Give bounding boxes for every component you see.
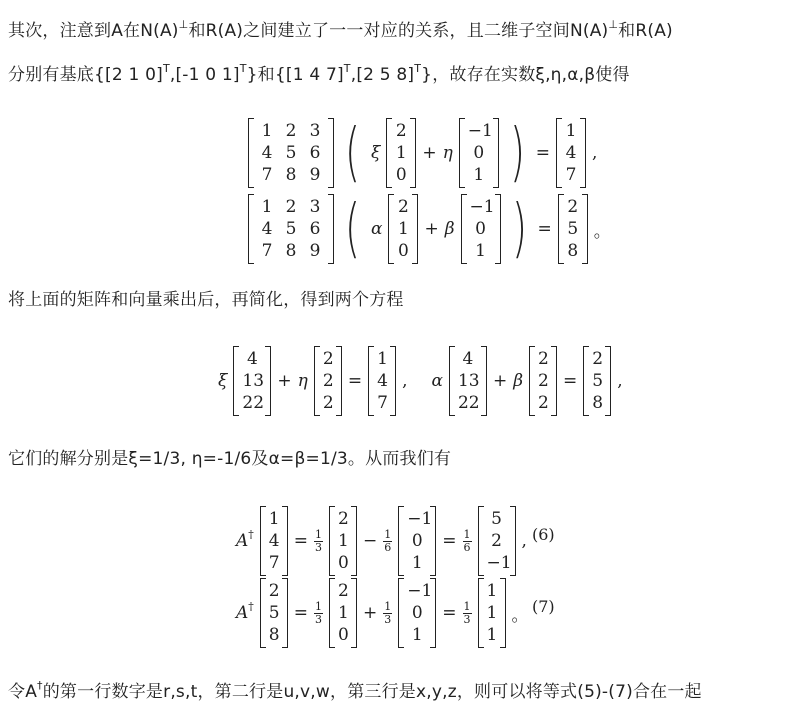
cell: 0	[411, 531, 423, 551]
dagger-symbol: †	[37, 679, 43, 692]
cell: 2	[322, 371, 334, 391]
fraction	[463, 601, 472, 626]
vector	[398, 506, 436, 576]
cell: 2	[285, 121, 297, 141]
cell: 0	[338, 625, 349, 645]
cell: 7	[261, 165, 273, 185]
vector	[260, 578, 288, 648]
a-symbol: A	[236, 531, 249, 551]
xi-symbol: ξ	[370, 143, 381, 163]
equation-number-7: (7)	[532, 597, 555, 616]
cell: 5	[268, 603, 280, 623]
beta-symbol: β	[513, 371, 524, 391]
eta-symbol: η	[442, 143, 453, 163]
equals-sign: =	[347, 371, 363, 391]
plus-sign: +	[424, 219, 439, 239]
cell: −1	[467, 121, 493, 141]
plus-sign: +	[277, 371, 292, 391]
cell: 4	[246, 349, 258, 369]
cell: 2	[567, 197, 579, 217]
comma: ,	[521, 531, 527, 551]
cell: 2	[538, 393, 549, 413]
cell: 2	[268, 581, 280, 601]
perp-symbol: ⊥	[608, 18, 619, 31]
text-seg: 其次，注意到A在N(A)	[8, 21, 179, 41]
fraction	[463, 529, 472, 554]
cell: 8	[285, 241, 297, 261]
fraction	[383, 601, 392, 626]
cell: 2	[538, 349, 549, 369]
cell: 2	[322, 349, 334, 369]
cell: 5	[567, 219, 579, 239]
xi-symbol: ξ	[218, 371, 228, 391]
cell: 0	[411, 603, 423, 623]
cell: 2	[338, 581, 349, 601]
numerator: 1	[315, 599, 323, 613]
equation-simplified	[218, 346, 623, 416]
cell: 8	[592, 393, 604, 413]
cell: 4	[377, 371, 388, 391]
comma: ,	[617, 371, 623, 391]
fraction	[314, 529, 323, 554]
cell: 7	[261, 241, 273, 261]
cell: 13	[457, 371, 480, 391]
vector	[368, 346, 396, 416]
text-seg: ,[2 5 8]	[350, 65, 415, 85]
comma: ,	[402, 371, 408, 391]
paragraph-3: 它们的解分别是ξ=1/3, η=-1/6及α=β=1/3。从而我们有	[8, 449, 452, 469]
vector	[449, 346, 487, 416]
cell: 1	[486, 603, 498, 623]
text-seg: 令A	[8, 682, 38, 702]
vector	[583, 346, 611, 416]
fraction	[314, 601, 323, 626]
cell: 1	[486, 625, 498, 645]
cell: 5	[491, 509, 502, 529]
equals-sign: =	[293, 603, 309, 623]
cell: 9	[309, 241, 321, 261]
cell: 2	[538, 371, 549, 391]
cell: 1	[565, 121, 577, 141]
paragraph-1-line-1	[8, 19, 673, 45]
cell: 2	[395, 121, 407, 141]
denominator: 3	[384, 612, 392, 626]
cell: 8	[268, 625, 280, 645]
denominator: 3	[315, 612, 323, 626]
plus-sign: +	[422, 143, 437, 163]
numerator: 1	[463, 599, 471, 613]
numerator: 1	[384, 527, 392, 541]
cell: 6	[309, 219, 321, 239]
cell: 7	[268, 553, 280, 573]
vector	[478, 506, 516, 576]
vector	[386, 118, 416, 188]
vector	[556, 118, 586, 188]
vector	[478, 578, 506, 648]
cell: 22	[457, 393, 480, 413]
vector	[388, 194, 418, 264]
cell: 0	[338, 553, 349, 573]
cell: 6	[309, 143, 321, 163]
cell: 5	[285, 219, 297, 239]
numerator: 1	[315, 527, 323, 541]
cell: 0	[395, 165, 407, 185]
cell: 22	[242, 393, 265, 413]
equals-sign: =	[537, 219, 552, 239]
right-paren: )	[509, 116, 525, 190]
dagger-symbol: †	[248, 600, 254, 613]
text-seg: 的第一行数字是r,s,t，第二行是u,v,w，第三行是x,y,z，则可以将等式(5)-(7)合在一起	[42, 682, 702, 702]
cell: 1	[475, 241, 486, 261]
text-seg: 分别有基底{[2 1 0]	[8, 65, 163, 85]
alpha-symbol: α	[431, 371, 443, 391]
alpha-symbol: α	[370, 219, 383, 239]
equals-sign: =	[535, 143, 550, 163]
cell: −1	[407, 581, 433, 601]
cell: 4	[565, 143, 577, 163]
comma: ,	[592, 143, 598, 163]
a-symbol: A	[236, 603, 249, 623]
cell: 1	[377, 349, 388, 369]
text-seg: }和{[1 4 7]	[246, 65, 344, 85]
vector	[329, 506, 357, 576]
a-dagger	[236, 600, 254, 623]
left-paren: (	[344, 192, 360, 266]
cell: 1	[261, 197, 273, 217]
matrix-A	[248, 194, 334, 264]
numerator: 1	[463, 527, 471, 541]
cell: 1	[395, 143, 407, 163]
cell: 2	[285, 197, 297, 217]
vector	[260, 506, 288, 576]
cell: 2	[592, 349, 604, 369]
cell: 1	[268, 509, 280, 529]
cell: 4	[261, 219, 273, 239]
cell: 2	[338, 509, 349, 529]
equals-sign: =	[442, 603, 457, 623]
cell: 1	[261, 121, 273, 141]
paragraph-2: 将上面的矩阵和向量乘出后，再简化，得到两个方程	[8, 290, 404, 310]
vector	[314, 346, 342, 416]
text-seg: ,[-1 0 1]	[169, 65, 240, 85]
transpose-symbol: T	[414, 62, 422, 75]
vector	[233, 346, 271, 416]
fraction	[383, 529, 392, 554]
cell: −1	[407, 509, 433, 529]
cell: −1	[469, 197, 495, 217]
cell: 7	[377, 393, 388, 413]
cell: 1	[411, 553, 423, 573]
text-seg: }，故存在实数ξ,η,α,β使得	[421, 65, 630, 85]
denominator: 6	[384, 540, 392, 554]
paragraph-1-line-2	[8, 63, 630, 89]
cell: 4	[462, 349, 474, 369]
vector	[398, 578, 436, 648]
equation-number-6: (6)	[532, 525, 555, 544]
cell: 3	[309, 197, 321, 217]
cell: 1	[398, 219, 409, 239]
cell: 4	[268, 531, 280, 551]
eta-symbol: η	[297, 371, 308, 391]
vector	[461, 194, 501, 264]
cell: 2	[398, 197, 409, 217]
numerator: 1	[384, 599, 392, 613]
text-seg: 和R(A)之间建立了一一对应的关系，且二维子空间N(A)	[188, 21, 609, 41]
denominator: 3	[315, 540, 323, 554]
left-paren: (	[344, 116, 360, 190]
right-paren: )	[511, 192, 527, 266]
paragraph-4	[8, 680, 702, 706]
a-dagger	[236, 528, 254, 551]
plus-sign: +	[363, 603, 378, 623]
beta-symbol: β	[444, 219, 455, 239]
equals-sign: =	[442, 531, 457, 551]
cell: 1	[338, 531, 349, 551]
cell: 13	[242, 371, 265, 391]
vector	[329, 578, 357, 648]
equation-7	[236, 578, 529, 648]
plus-sign: +	[492, 371, 508, 391]
cell: −1	[486, 553, 512, 573]
cell: 0	[473, 143, 485, 163]
cell: 5	[592, 371, 604, 391]
cell: 1	[411, 625, 423, 645]
perp-symbol: ⊥	[178, 18, 189, 31]
transpose-symbol: T	[239, 62, 247, 75]
dagger-symbol: †	[248, 528, 254, 541]
denominator: 6	[463, 540, 471, 554]
equation-xi-eta	[248, 118, 597, 188]
transpose-symbol: T	[162, 62, 170, 75]
cell: 4	[261, 143, 273, 163]
vector	[558, 194, 588, 264]
transpose-symbol: T	[343, 62, 351, 75]
equation-alpha-beta	[248, 194, 611, 264]
cell: 2	[491, 531, 502, 551]
cell: 8	[285, 165, 297, 185]
equation-6	[236, 506, 527, 576]
cell: 0	[398, 241, 409, 261]
equals-sign: =	[293, 531, 309, 551]
text-seg: 和R(A)	[618, 21, 673, 41]
cell: 0	[475, 219, 486, 239]
cell: 1	[338, 603, 349, 623]
cell: 5	[285, 143, 297, 163]
period: 。	[593, 221, 611, 242]
equals-sign: =	[563, 371, 578, 391]
cell: 1	[473, 165, 485, 185]
cell: 9	[309, 165, 321, 185]
period: 。	[511, 605, 529, 626]
matrix-A	[248, 118, 334, 188]
minus-sign: −	[363, 531, 378, 551]
cell: 2	[322, 393, 334, 413]
vector	[459, 118, 499, 188]
cell: 8	[567, 241, 579, 261]
vector	[529, 346, 557, 416]
cell: 7	[565, 165, 577, 185]
denominator: 3	[463, 612, 471, 626]
cell: 3	[309, 121, 321, 141]
cell: 1	[486, 581, 498, 601]
